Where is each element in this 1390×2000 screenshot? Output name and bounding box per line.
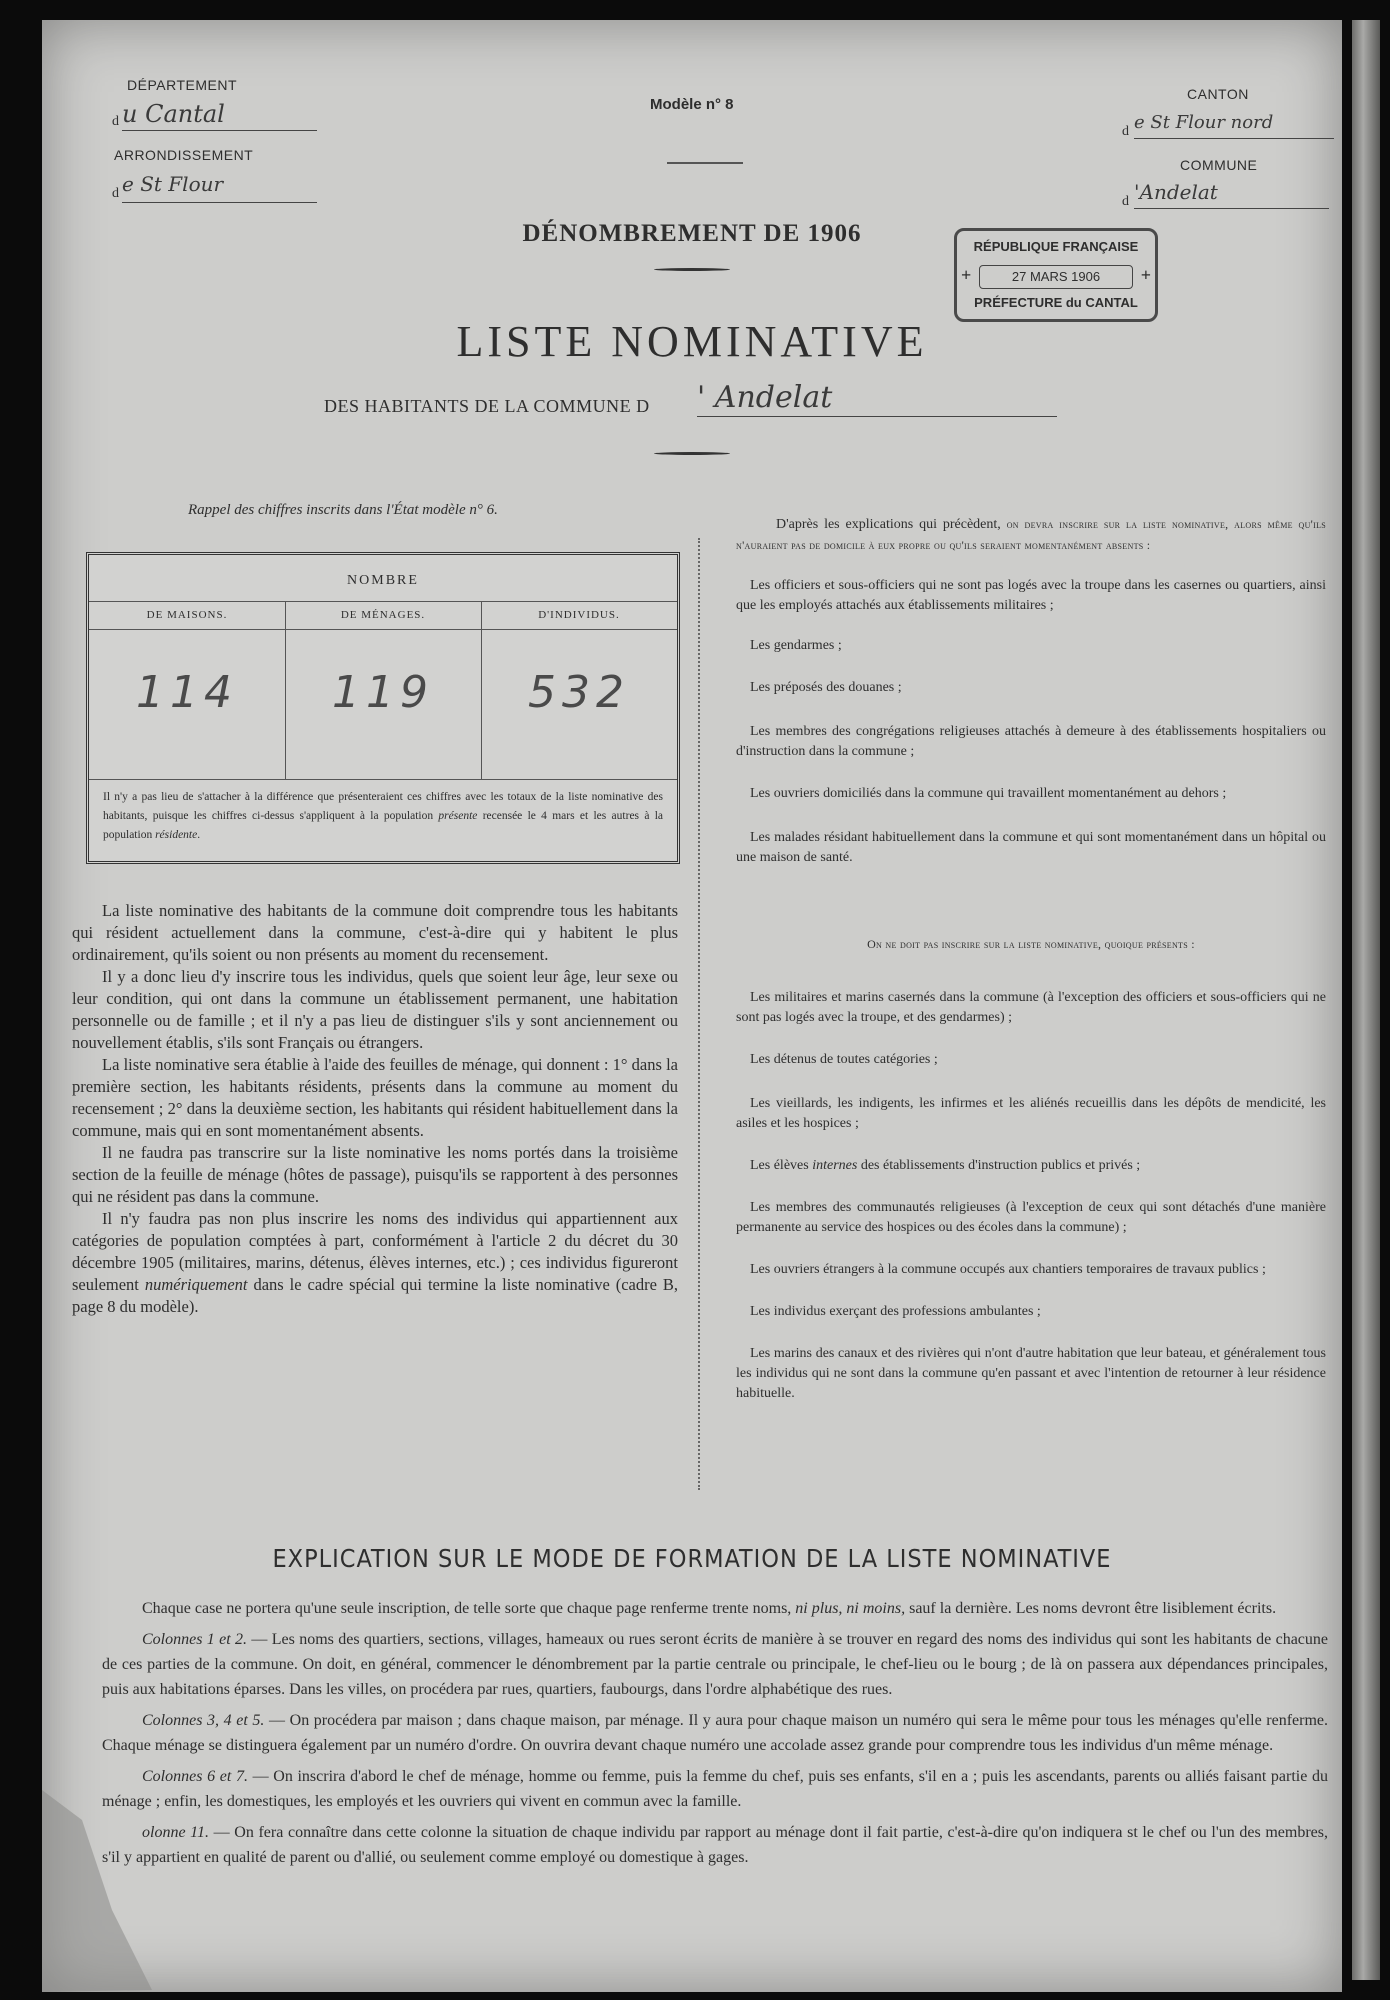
census-sheet (42, 20, 1342, 1992)
canton-handwriting: e St Flour nord (1134, 112, 1334, 139)
explication-title: EXPLICATION SUR LE MODE DE FORMATION DE LA LISTE NOMINATIVE (272, 1544, 1112, 1573)
rappel-note: Il n'y a pas lieu de s'attacher à la différence que présenteraient ces chiffres avec les totaux de la liste nominative des habitants, puisque les chiffres ci-dessus s'appliquent à la population présente recensée le 4 mars et les autres à la population résidente. (103, 791, 664, 841)
departement-label: DÉPARTEMENT (127, 77, 237, 93)
canton-field: d e St Flour nord (1122, 110, 1337, 144)
left-paragraph: Il n'y faudra pas non plus inscrire les noms des individus qui appartiennent aux catégories de population comptées à part, conformément à l'article 2 du décret du 30 décembre 1905 (militaires, marins, détenus, élèves internes, etc.) ; ces individus figureront seulement numériquement dans le cadre spécial qui termine la liste nominative (cadre B, page 8 du modèle). (72, 1209, 679, 1316)
right-item: Les individus exerçant des professions ambulantes ; (750, 1304, 1041, 1319)
right-item: Les préposés des douanes ; (750, 680, 902, 695)
commune-handwriting: 'Andelat (1134, 180, 1329, 209)
ornament (654, 452, 730, 455)
divider (667, 162, 743, 164)
right-item: Les gendarmes ; (750, 638, 842, 653)
departement-field: d u Cantal (102, 100, 327, 136)
left-paragraph: Il ne faudra pas transcrire sur la liste nominative les noms portés dans la troisième section de la feuille de ménage (hôtes de passage), puisqu'ils se rapportent à des personnes qui ne résident pas dans la commune. (72, 1143, 678, 1206)
explication-body (102, 1596, 1328, 1870)
explication-paragraph: Chaque case ne portera qu'une seule inscription, de telle sorte que chaque page renferme trente noms, ni plus, ni moins, sauf la dernière. Les noms devront être lisiblement écrits. (142, 1600, 1277, 1617)
commune-field: d 'Andelat (1122, 180, 1337, 214)
right-item: Les militaires et marins casernés dans la commune (à l'exception des officiers et sous-officiers qui ne sont pas logés avec la troupe, et des gendarmes) ; (736, 990, 1326, 1025)
left-paragraph: Il y a donc lieu d'y inscrire tous les individus, quels que soient leur âge, leur sexe ou leur condition, qui ont dans la commune un établissement permanent, une habitation personnelle ou de famille ; et il n'y a pas lieu de distinguer s'ils y sont anciennement ou nouvellement établis, s'ils sont Français ou étrangers. (72, 967, 678, 1052)
explication-paragraph: Colonnes 6 et 7. — On inscrira d'abord le chef de ménage, homme ou femme, puis la femme du chef, puis ses enfants, s'il en a ; puis les ascendants, parents ou alliés faisant partie du ménage ; enfin, les domestiques, les employés et les ouvriers qui vivent en commun avec la famille. (102, 1768, 1328, 1810)
stamp-date: 27 MARS 1906 (979, 265, 1133, 289)
right-intro: D'après les explications qui précèdent, on devra inscrire sur la liste nominative, alors même qu'ils n'auraient pas de domicile à eux propre ou qu'ils seraient momentanément absents : (736, 517, 1327, 552)
arrondissement-handwriting: e St Flour (122, 172, 317, 203)
torn-corner (42, 1790, 162, 1992)
right-item: Les membres des congrégations religieuses attachés à demeure à des établissements hospitaliers ou d'instruction dans la commune ; (736, 724, 1326, 759)
right-instructions (736, 514, 1326, 1404)
col-individus-header: D'INDIVIDUS. (538, 609, 620, 621)
left-paragraph: La liste nominative des habitants de la commune doit comprendre tous les habitants qui résident actuellement dans la commune, c'est-à-dire qui y habitent le plus ordinairement, qu'ils soient ou non présents au moment du recensement. (72, 901, 678, 964)
column-divider (698, 538, 700, 1490)
right-item: Les vieillards, les indigents, les infirmes et les aliénés recueillis dans les dépôts de mendicité, les asiles et les hospices ; (736, 1096, 1326, 1131)
habitants-line: DES HABITANTS DE LA COMMUNE D (324, 396, 650, 416)
rappel-table (86, 552, 680, 864)
canton-label: CANTON (1187, 86, 1249, 102)
cross-mark-right: + (1140, 265, 1151, 285)
left-instructions (72, 900, 678, 1318)
individus-value: 532 (528, 667, 630, 718)
explication-paragraph: Colonnes 3, 4 et 5. — On procédera par maison ; dans chaque maison, par ménage. Il y aura pour chaque maison un numéro qui sera le même pour tous les ménages qu'elle renferme. Chaque ménage se distinguera également par un numéro d'ordre. On ouvrira devant chaque numéro une accolade assez grande pour comprendre tous les individus d'un même ménage. (102, 1712, 1329, 1754)
modele-label: Modèle n° 8 (650, 96, 734, 113)
menages-value: 119 (332, 667, 434, 718)
rappel-caption: Rappel des chiffres inscrits dans l'État modèle n° 6. (188, 502, 498, 518)
col-menages-header: DE MÉNAGES. (340, 609, 426, 621)
right-item: Les officiers et sous-officiers qui ne sont pas logés avec la troupe dans les casernes ou quartiers, ainsi que les employés attachés aux établissements militaires ; (736, 578, 1326, 613)
right-item: Les membres des communautés religieuses (à l'exception de ceux qui sont détachés d'une manière permanente au service des hospices ou des écoles dans la commune) ; (736, 1200, 1326, 1235)
arrondissement-field: d e St Flour (102, 172, 327, 208)
right-heading: On ne doit pas inscrire sur la liste nominative, quoique présents : (867, 937, 1195, 951)
col-maisons-header: DE MAISONS. (146, 609, 228, 621)
right-item: Les détenus de toutes catégories ; (750, 1052, 938, 1067)
left-paragraph: La liste nominative sera établie à l'aide des feuilles de ménage, qui donnent : 1° dans la première section, les habitants résidents, présents dans la commune au moment du recensement ; 2° dans la deuxième section, les habitants qui résident habituellement dans la commune, mais qui en sont momentanément absents. (72, 1055, 678, 1140)
explication-paragraph: olonne 11. — On fera connaître dans cette colonne la situation de chaque individu par rapport au ménage dont il fait partie, c'est-à-dire qu'on indiquera st le chef ou l'un des membres, s'il y appartient en qualité de parent ou d'allié, ou seulement comme employé ou domestique à gages. (102, 1824, 1328, 1866)
cross-mark-left: + (961, 265, 972, 285)
right-item: Les élèves internes des établissements d'instruction publics et privés ; (750, 1158, 1141, 1173)
explication-paragraph: Colonnes 1 et 2. — Les noms des quartiers, sections, villages, hameaux ou rues seront écrits de manière à se trouver en regard des noms des individus qui sont les habitants de chacune de ces parties de la commune. On doit, en général, commencer le dénombrement par la partie centrale ou principale, le chef-lieu ou le bourg ; de là on passera aux dépendances principales, puis aux habitations éparses. Dans les villes, on procédera par rues, quartiers, faubourgs, dans l'ordre alphabétique des rues. (102, 1631, 1329, 1698)
right-item: Les ouvriers domiciliés dans la commune qui travaillent momentanément au dehors ; (750, 786, 1227, 801)
nombre-heading: NOMBRE (347, 573, 419, 588)
prefecture-stamp: RÉPUBLIQUE FRANÇAISE 27 MARS 1906 + + PRÉFECTURE du CANTAL (954, 228, 1158, 322)
denombrement-title: DÉNOMBREMENT DE 1906 (522, 220, 862, 247)
liste-nominative-title: LISTE NOMINATIVE (456, 317, 928, 366)
maisons-value: 114 (136, 667, 238, 718)
commune-name-handwriting: ' Andelat (697, 380, 1057, 417)
commune-label: COMMUNE (1180, 157, 1258, 173)
right-item: Les malades résidant habituellement dans la commune et qui sont momentanément dans un hôpital ou une maison de santé. (736, 830, 1326, 865)
ornament (654, 268, 730, 271)
paper-stack-edge (1352, 20, 1380, 1980)
right-item: Les marins des canaux et des rivières qui n'ont d'autre habitation que leur bateau, et généralement tous les individus qui ne sont dans la commune qu'en passant et avec l'intention de retourner à leur résidence habituelle. (736, 1346, 1326, 1401)
departement-handwriting: u Cantal (122, 100, 317, 131)
arrondissement-label: ARRONDISSEMENT (114, 147, 254, 163)
right-item: Les ouvriers étrangers à la commune occupés aux chantiers temporaires de travaux publics ; (750, 1262, 1266, 1277)
